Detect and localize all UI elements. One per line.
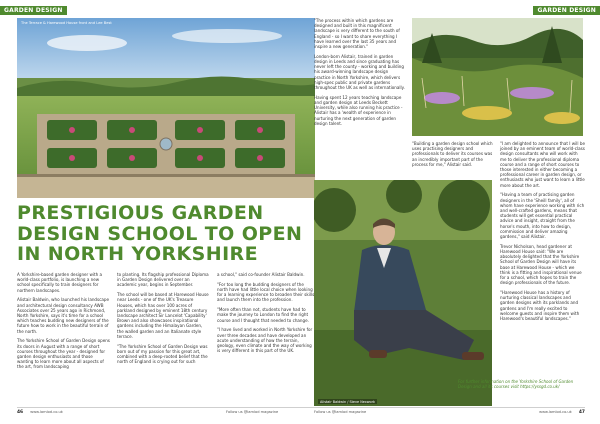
article-column-6 (500, 141, 585, 326)
paragraph: "For too long the budding designers of the north have had little local choice when looking for a learning experience to broaden their skills and launch them into the profession. (217, 281, 315, 303)
paragraph: "Harewood House has a history of nurturing classical landscapes and garden designs with its parklands and gardens and I'm really excited to welcome guests and inspire them with Harewood's beautiful landscapes." (500, 290, 580, 322)
article-column-2 (117, 272, 210, 369)
further-info: For further information on the Yorkshire School of Garden Design and all its courses visit https://yssgd.co.uk/ (458, 379, 574, 390)
paragraph: The Yorkshire School of Garden Design opens its doors in August with a range of short courses throughout the year - designed for garden design enthusiasts and those wanting to learn more about all aspects of the art, from landscaping (17, 338, 110, 370)
page-number-right: 47 (578, 410, 585, 415)
footer-left (17, 410, 63, 415)
portrait-credit: Alistair Baldwin / Steve Nexwork (320, 399, 375, 404)
paragraph: "The process within which gardens are designed and built in this magnificent landscape is very different to the south of England - so I want to share everything I have learned over the last 35 years and inspire a new generation." (314, 18, 400, 50)
article-column-3 (217, 272, 315, 358)
footer-divider-left (17, 407, 315, 408)
garden-photo (412, 18, 583, 136)
paragraph: "The Yorkshire School of Garden Design was born out of my passion for this great art, combined with a deep-rooted belief that the north of England is crying out for such (117, 343, 208, 365)
paragraph: Having spent 12 years teaching landscape and garden design at Leeds Beckett University, while also running his practice - Alistair has a 'wealth of experience in nurturing the next generation of garden design talent. (314, 94, 403, 126)
terrace-photo (17, 18, 315, 198)
footer-right (539, 410, 585, 415)
headline (17, 203, 317, 265)
social-left: Follow us @lamlod magazine (226, 410, 279, 414)
social-right: Follow us @lamlod magazine (314, 410, 367, 414)
paragraph: a school," said co-founder Alistair Baldwin. (217, 272, 305, 277)
article-column-5 (412, 141, 496, 172)
footer-divider-right (314, 407, 585, 408)
page-number-left: 46 (17, 410, 24, 415)
paragraph: Trevor Nicholson, head gardener at Harewood House said: "We are absolutely delighted that the Yorkshire School of Garden Design will have its base at Harewood House - which we think is a fitting and inspirational venue for a school, which hopes to train the design professionals of the future. (500, 243, 582, 286)
paragraph: London-born Alistair, trained in garden design in Leeds and since graduating has never left the county - working and building his award-winning landscape design practice in North Yorkshire, which delivers high-spec public and private gardens throughout the UK as well as internationally. (314, 53, 405, 91)
headline-line-2: DESIGN SCHOOL TO OPEN (17, 222, 303, 245)
paragraph: Alistair Baldwin, who launched his landscape and architectural design consultancy AWB Associates over 25 years ago in Richmond, North Yorkshire, says it's time for a school which teaches budding new designers of the future how to work in the beautiful terrain of the north. (17, 297, 110, 334)
paragraph: The school will be based at Harewood House near Leeds - one of the UK's Treasure Houses, which has over 100 acres of parkland designed by eminent 18th century landscape architect Sir Lancelot 'Capability' Brown and also showcases inspirational gardens including the Himalayan Garden, the walled garden and an Italianate style terrace. (117, 292, 209, 339)
paragraph: "I have lived and worked in North Yorkshire for over three decades and have developed an acute understanding of how the terrain, geology, even climate and the way of working is very different in this part of the UK. (217, 327, 313, 354)
paragraph: "More often than not, students have had to make the journey to London to find the right course and I thought that needed to change. (217, 307, 309, 323)
article-column-4 (314, 18, 406, 131)
paragraph: "I am delighted to announce that I will be joined by an eminent team of world-class design consultants who will work with me to deliver the professional diploma course and a range of short courses to those interested in either becoming a professional career in garden design, or enthusiasts who just want to learn a little more about the art. (500, 141, 585, 188)
headline-line-3: IN NORTH YORKSHIRE (17, 243, 258, 265)
article-column-1 (17, 272, 110, 374)
paragraph: "Having a team of practising garden designers in the 'Sheill family', all of whom have experience working with rich and well-crafted gardens, means that students will get essential practical advice and insight, straight from the horse's mouth, into how to design, commission and deliver amazing gardens," said Alistair. (500, 192, 585, 240)
website-left[interactable]: www.lamlod.co.uk (30, 410, 63, 414)
paragraph: "Building a garden design school which uses practising designers and professionals to deliver its courses was an incredibly important part of the process for me," Alistair said. (412, 141, 493, 167)
section-tag-right: GARDEN DESIGN (533, 6, 600, 15)
headline-line-1: PRESTIGIOUS GARDEN (17, 202, 264, 224)
website-right[interactable]: www.lamlod.co.uk (539, 410, 572, 414)
terrace-caption: The Terrace & Harewood House front and Lee Best (21, 21, 112, 25)
section-tag-left: GARDEN DESIGN (0, 6, 67, 15)
portrait-photo (314, 180, 492, 406)
paragraph: to planting. Its flagship professional Diploma in Garden Design delivered over an academic year, begins in September. (117, 272, 209, 288)
paragraph: A Yorkshire-based garden designer with a world-class portfolio, is launching a new school specifically to train designers for northern landscapes. (17, 272, 103, 293)
